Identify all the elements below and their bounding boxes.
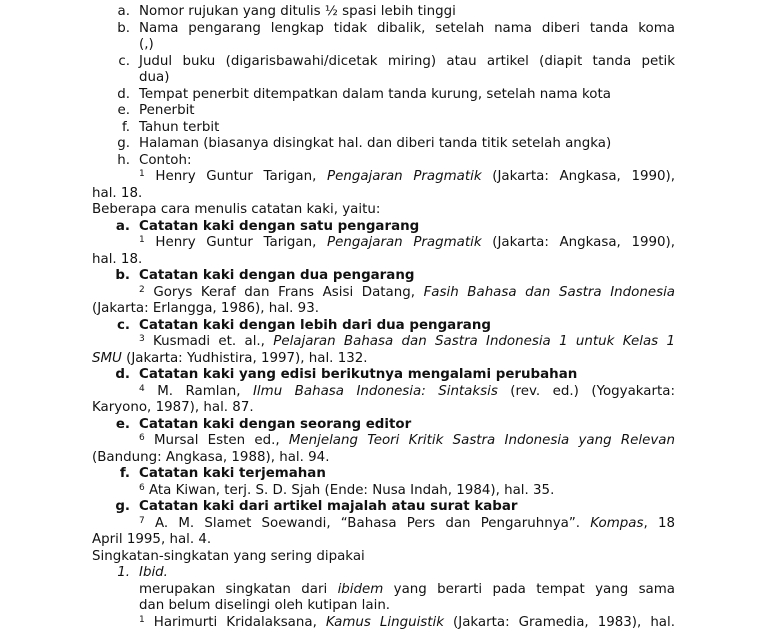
list-text: Nama pengarang lengkap tidak dibalik, setelah nama diberi tanda koma xyxy=(139,20,675,36)
list-text: Judul buku (digarisbawahi/dicetak miring) atau artikel (diapit tanda petik xyxy=(139,53,675,69)
list-marker: h. xyxy=(117,152,130,168)
list-text: dua) xyxy=(139,70,170,85)
list-text: Penerbit xyxy=(139,103,195,118)
list-marker: c. xyxy=(118,53,130,69)
list-text: Halaman (biasanya disingkat hal. dan diberi tanda titik setelah angka) xyxy=(139,136,612,151)
list-marker: f. xyxy=(122,119,130,135)
list-text: Contoh: xyxy=(139,152,192,168)
list-text: (,) xyxy=(139,37,154,52)
list-text: Tempat penerbit ditempatkan dalam tanda kurung, setelah nama kota xyxy=(139,86,611,102)
list-marker: b. xyxy=(117,20,130,36)
footnote-number: 1 xyxy=(139,169,145,179)
list-marker: e. xyxy=(117,103,130,118)
list-text: Tahun terbit xyxy=(139,119,220,135)
list-marker: a. xyxy=(117,4,130,19)
list-marker: g. xyxy=(117,136,130,151)
list-marker: d. xyxy=(117,86,130,102)
list-text: Nomor rujukan yang ditulis ½ spasi lebih tinggi xyxy=(139,4,456,19)
